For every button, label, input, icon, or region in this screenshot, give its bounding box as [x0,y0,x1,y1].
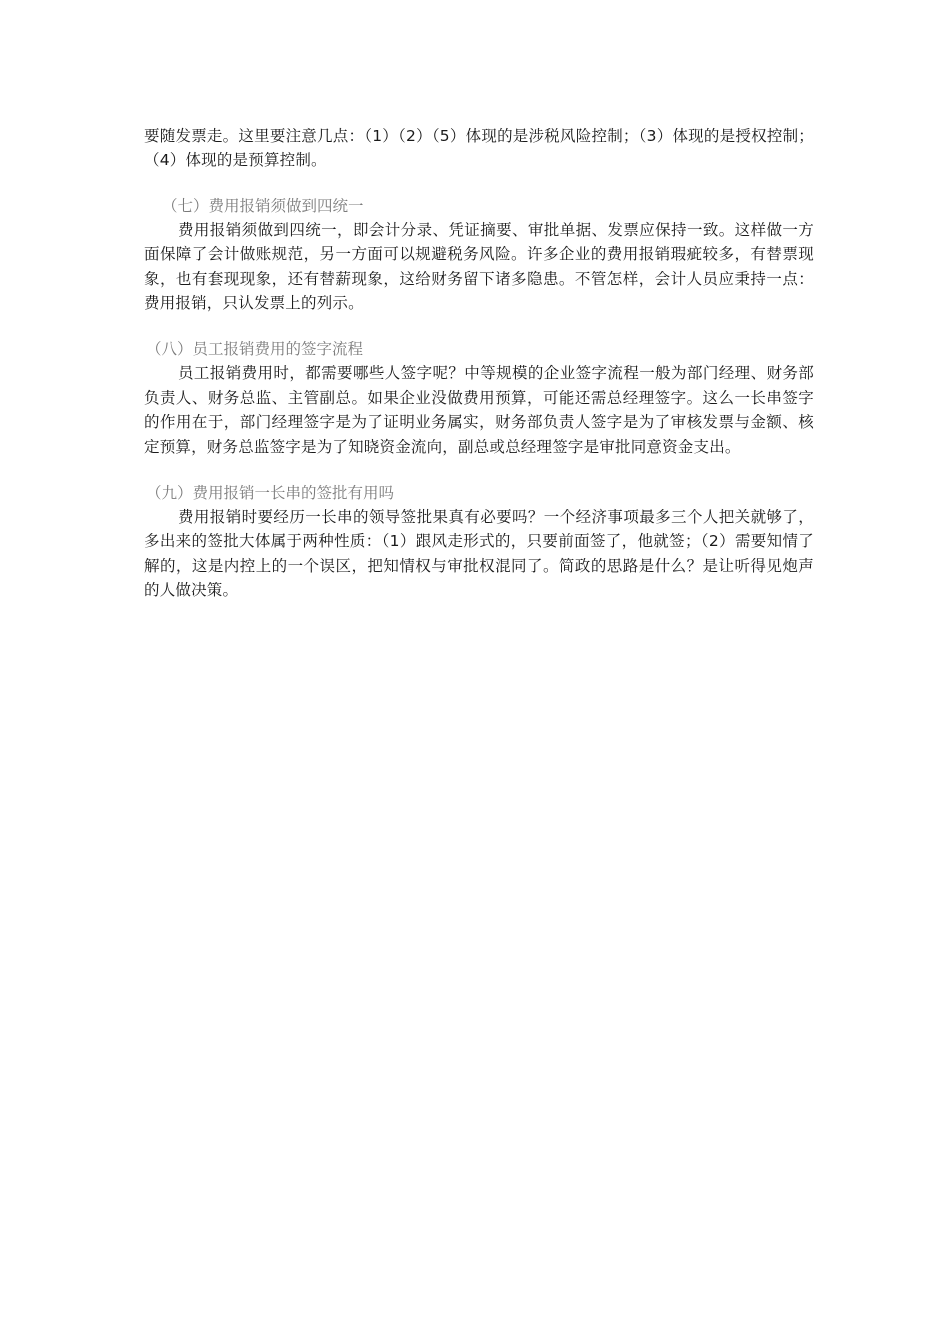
section-body: 费用报销时要经历一长串的领导签批果真有必要吗？一个经济事项最多三个人把关就够了，多出来的签批大体属于两种性质：（1）跟风走形式的，只要前面签了，他就签；（2）需要知情了解的，这是内控上的一个误区，把知情权与审批权混同了。简政的思路是什么？是让听得见炮声的人做决策。 [144,508,814,600]
section-heading: （八）员工报销费用的签字流程 [146,340,364,359]
section-heading: （九）费用报销一长串的签批有用吗 [146,484,395,503]
section-body: 员工报销费用时，都需要哪些人签字呢？中等规模的企业签字流程一般为部门经理、财务部负责人、财务总监、主管副总。如果企业没做费用预算，可能还需总经理签字。这么一长串签字的作用在于，部门经理签字是为了证明业务属实，财务部负责人签字是为了审核发票与金额、核定预算，财务总监签字是为了知晓资金流向，副总或总经理签字是审批同意资金支出。 [144,364,814,456]
section-9 [144,481,814,603]
section-8 [144,337,814,459]
section-body: 费用报销须做到四统一，即会计分录、凭证摘要、审批单据、发票应保持一致。这样做一方面保障了会计做账规范，另一方面可以规避税务风险。许多企业的费用报销瑕疵较多，有替票现象，也有套现现象，还有替薪现象，这给财务留下诸多隐患。不管怎样，会计人员应秉持一点：费用报销，只认发票上的列示。 [144,220,814,313]
section-7 [144,194,814,316]
section-heading: （七）费用报销须做到四统一 [162,196,364,215]
intro-paragraph: 要随发票走。这里要注意几点：（1）（2）（5）体现的是涉税风险控制；（3）体现的是授权控制；（4）体现的是预算控制。 [144,127,814,170]
document-page [144,124,814,603]
